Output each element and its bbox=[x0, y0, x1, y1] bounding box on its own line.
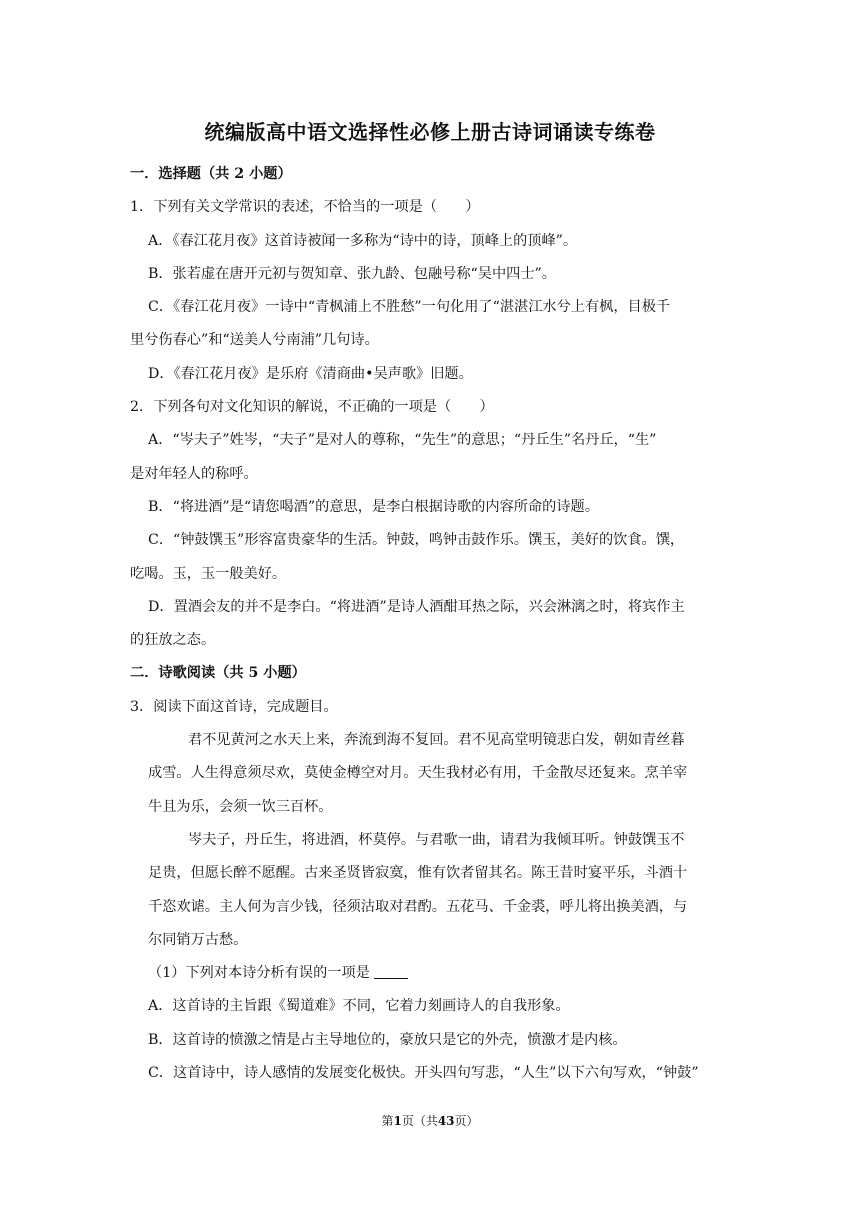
answer-blank bbox=[374, 964, 408, 979]
section-question-count: 5 bbox=[248, 665, 259, 682]
footer-mid: 页（共 bbox=[401, 1114, 438, 1128]
question-2-option-c: C．“钟鼓馔玉”形容富贵豪华的生活。钟鼓，鸣钟击鼓作乐。馔玉，美好的饮食。馔， bbox=[148, 532, 685, 549]
question-2-option-b: B．“将进酒”是“请您喝酒”的意思，是李白根据诗歌的内容所命的诗题。 bbox=[148, 498, 599, 515]
question-1-option-a: A．《春江花月夜》这首诗被闻一多称为“诗中的诗，顶峰上的顶峰”。 bbox=[148, 232, 578, 249]
document-body bbox=[130, 158, 736, 1090]
page-footer bbox=[0, 1112, 860, 1129]
footer-suffix: 页） bbox=[454, 1114, 479, 1128]
section-question-count: 2 bbox=[234, 166, 245, 182]
question-1-option-c: C．《春江花月夜》一诗中“青枫浦上不胜愁”一句化用了“湛湛江水兮上有枫，目极千 bbox=[148, 299, 671, 316]
question-3-option-c: C．这首诗中，诗人感情的发展变化极快。开头四句写悲，“人生”以下六句写欢，“钟鼓” bbox=[148, 1065, 699, 1082]
page-title: 统编版高中语文选择性必修上册古诗词诵读专练卷 bbox=[204, 120, 656, 144]
poem-stanza-2-line-4: 尔同销万古愁。 bbox=[148, 931, 248, 948]
question-2-stem: 2．下列各句对文化知识的解说，不正确的一项是（ ） bbox=[130, 399, 494, 416]
question-2-option-c-cont: 吃喝。玉，玉一般美好。 bbox=[130, 565, 287, 582]
question-1-stem: 1．下列有关文学常识的表述，不恰当的一项是（ ） bbox=[130, 199, 480, 216]
question-2-option-a-cont: 是对年轻人的称呼。 bbox=[130, 465, 258, 482]
section-heading-poetry bbox=[130, 657, 736, 690]
section-heading-unit: 小题） bbox=[263, 665, 306, 682]
question-2-option-a: A．“岑夫子”姓岑，“夫子”是对人的尊称，“先生”的意思；“丹丘生”名丹丘，“生” bbox=[148, 432, 657, 449]
poem-stanza-2-line-3: 千恣欢谑。主人何为言少钱，径须沽取对君酌。五花马、千金裘，呼儿将出换美酒，与 bbox=[148, 898, 688, 915]
sub-question-text: （1）下列对本诗分析有误的一项是 bbox=[148, 965, 370, 982]
poem-stanza-1-line-3: 牛且为乐，会须一饮三百杯。 bbox=[148, 798, 333, 815]
question-1-option-d: D．《春江花月夜》是乐府《清商曲•吴声歌》旧题。 bbox=[148, 365, 473, 382]
question-2-option-d: D．置酒会友的并不是李白。“将进酒”是诗人酒酣耳热之际，兴会淋漓之时，将宾作主 bbox=[148, 598, 685, 615]
question-3-sub-1 bbox=[130, 957, 736, 990]
section-heading-text: 一．选择题（共 bbox=[130, 166, 230, 182]
question-1-option-c-cont: 里兮伤春心”和“送美人兮南浦”几句诗。 bbox=[130, 332, 379, 349]
question-1-option-b: B．张若虚在唐开元初与贺知章、张九龄、包融号称“吴中四士”。 bbox=[148, 265, 556, 282]
question-3-option-b: B．这首诗的愤激之情是占主导地位的，豪放只是它的外壳，愤激才是内核。 bbox=[148, 1031, 627, 1048]
section-heading-text: 二．诗歌阅读（共 bbox=[130, 665, 244, 682]
section-heading-unit: 小题） bbox=[249, 166, 292, 182]
question-3-stem: 3．阅读下面这首诗，完成题目。 bbox=[130, 698, 338, 715]
section-heading-choice bbox=[130, 158, 736, 191]
footer-prefix: 第 bbox=[381, 1114, 394, 1128]
poem-stanza-1-line-2: 成雪。人生得意须尽欢，莫使金樽空对月。天生我材必有用，千金散尽还复来。烹羊宰 bbox=[148, 765, 688, 782]
poem-stanza-2-line-2: 足贵，但愿长醉不愿醒。古来圣贤皆寂寞，惟有饮者留其名。陈王昔时宴平乐，斗酒十 bbox=[148, 865, 688, 882]
poem-stanza-2-line-1: 岑夫子，丹丘生，将进酒，杯莫停。与君歌一曲，请君为我倾耳听。钟鼓馔玉不 bbox=[188, 831, 685, 848]
total-page-count: 43 bbox=[437, 1114, 455, 1128]
current-page-number: 1 bbox=[393, 1114, 402, 1128]
question-2-option-d-cont: 的狂放之态。 bbox=[130, 632, 216, 649]
question-3-option-a: A．这首诗的主旨跟《蜀道难》不同，它着力刻画诗人的自我形象。 bbox=[148, 998, 570, 1015]
poem-stanza-1-line-1: 君不见黄河之水天上来，奔流到海不复回。君不见高堂明镜悲白发，朝如青丝暮 bbox=[188, 732, 685, 749]
